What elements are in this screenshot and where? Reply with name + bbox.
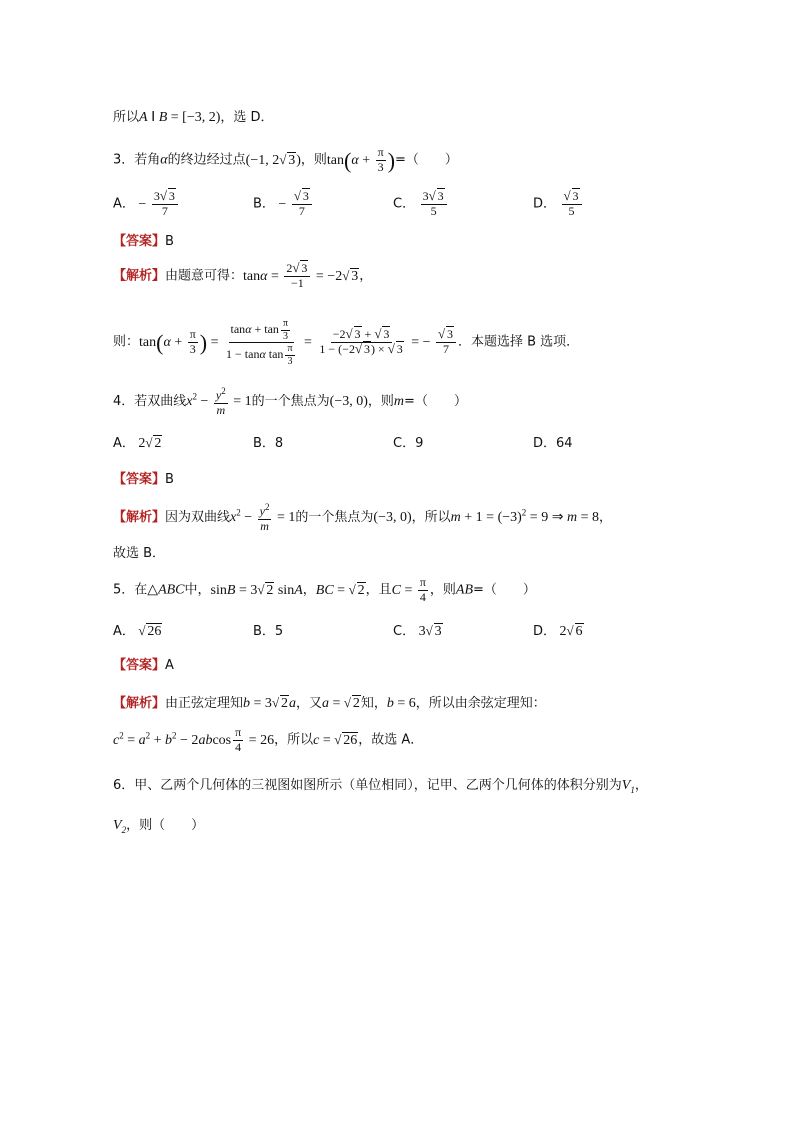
set-expression: A [139,110,148,125]
q6-v2: $V_2$ [113,818,127,835]
analysis-tag: 【解析】 [113,696,166,711]
q5-bc: BC = √ 2 [316,583,366,598]
q5-analysis-mid2: 知， [360,696,387,711]
q5-stem-and: ，且 [365,582,392,598]
q4-stem-mid: 的一个焦点为 [251,394,330,410]
q5-sine-cond: sinB = 3√ 2 sinA [211,583,303,598]
q3-number: 3． [113,152,135,168]
answer-tag: 【答案】 [113,234,166,249]
q3-option-a-value: − $\frac{3√ 3}{7}$ [135,197,180,212]
q6-line2-end: ，则（ ） [126,818,205,833]
q4-analysis-mid: 的一个焦点为 [295,510,374,526]
q5-option-c-value: 3√ 3 [415,624,443,639]
q4-number: 4． [113,394,135,410]
q4-option-b: B．8 [253,436,284,451]
q3-stem [113,146,458,175]
q6-text: 甲、乙两个几何体的三视图如图所示（单位相同），记甲、乙两个几何体的体积分别为 [134,778,622,793]
q5-option-c [393,620,443,640]
q3-expr: tan(α + $\frac{\pi}{3}$ ) [326,145,396,174]
q4-option-a-label: A． [113,436,135,451]
set-expression-b: B [158,110,168,125]
q4-m: m [393,394,405,410]
q5-line2-mid: ，所以 [274,732,314,748]
q3-answer-value: B [165,234,174,249]
q3-option-b [253,190,314,219]
q5-b-value: b = 6 [386,696,416,711]
q6-v1: $V_1$ [621,778,635,795]
intersection-glyph: Ⅰ [147,110,159,125]
q4-stem-pre: 若双曲线 [134,394,187,410]
q3-analysis-pre: 由题意可得： [165,268,244,284]
q3-option-d-label: D． [533,196,557,212]
q3-analysis-line1: 【解析】由题意可得：tanα = $\frac{2√ 3}{-1}$ = −2√ 3， [113,262,372,291]
q4-hyperbola: $x^2$ − $\frac{y^2}{m}$ = 1 [186,386,252,417]
q4-stem [113,386,467,418]
q5-number: 5． [113,582,135,598]
q5-stem-post: ，则 [429,582,456,598]
q5-cosine-law: $c^2 = a^2 + b^2 - 2abcos$ $\frac{\pi}{4}$ = 26 [113,725,275,754]
interval-result: = [−3, 2) [167,110,221,125]
q4-analysis [113,502,612,534]
q4-option-a-value: 2√ 2 [135,436,163,451]
q3-option-d-value: √ $\frac{3}{5}$ [556,197,584,212]
q5-triangle: △ABC [147,582,185,598]
q5-c-value: c = √ 26 [313,733,358,748]
q3-option-c-label: C． [393,196,416,212]
q4-analysis-mid2: ，所以 [411,510,451,526]
q5-option-b: B．5 [253,624,284,639]
q3-point: (−1, 2√ 3) [246,153,301,168]
q5-analysis-line1 [113,692,546,712]
q4-option-a [113,432,162,452]
q3-stem-post: ，则 [300,152,327,168]
q3-option-b-label: B． [253,196,275,212]
q4-analysis-end: ， [598,510,612,526]
q4-focus: (−3, 0) [329,394,368,410]
q5-stem: 5．在△ABC中，sinB = 3√ 2 sinA，BC = √ 2，且C = $\frac{\pi}{4}$ ，则AB=（ ） [113,576,536,605]
q4-option-d: D．64 [533,436,573,451]
q3-stem-mid: 的终边经过点 [167,152,246,168]
q3-answer [113,230,174,249]
q5-answer-value: A [165,658,174,673]
q3-analysis-line2 [113,318,579,367]
q3-then-label: 则： [113,334,140,350]
q3-option-a-label: A． [113,196,135,212]
q5-option-a [113,620,162,640]
q3-option-a [113,190,180,219]
q5-stem-mid: 中， [184,582,211,598]
analysis-tag: 【解析】 [113,268,166,284]
answer-tag: 【答案】 [113,472,166,487]
q5-line2-end: ，故选 A． [358,732,424,748]
q5-ab: AB [455,582,474,598]
q5-option-d-value: 2√ 6 [556,624,584,639]
q3-conclusion: ．本题选择 B 选项． [458,334,580,350]
q4-final: 故选 B． [113,546,166,561]
q5-a-eq: a = √ 2 [322,696,361,711]
q4-analysis-hyperbola: $x^2$ − $\frac{y^2}{m}$ = 1 [230,502,296,533]
q5-b-eq: b = 3√ 2a [243,696,296,711]
q3-option-c [393,190,449,219]
analysis-tag: 【解析】 [113,510,166,526]
q5-stem-end: =（ ） [473,582,536,598]
q4-analysis-pre: 因为双曲线 [165,510,231,526]
q6-stem-line1: 6．甲、乙两个几何体的三视图如图所示（单位相同），记甲、乙两个几何体的体积分别为$V_1$， [113,778,648,795]
q6-stem-line2 [113,814,204,835]
q4-answer [113,468,174,487]
q3-option-d [533,190,584,219]
q4-analysis-focus: (−3, 0) [373,510,412,526]
q3-tan-alpha: tanα = $\frac{2√ 3}{-1}$ = −2√ 3 [243,269,359,284]
q5-option-c-label: C． [393,624,416,639]
q4-option-c: C．9 [393,436,424,451]
prev-conclusion-line [113,106,274,126]
prev-conclusion-suffix: ，选 D． [220,110,274,125]
answer-tag: 【答案】 [113,658,166,673]
q5-option-a-label: A． [113,624,135,639]
q5-analysis-pre: 由正弦定理知 [165,696,244,711]
q3-stem-end: =（ ） [395,152,458,168]
q5-angle-c: C = $\frac{\pi}{4}$ [391,575,426,604]
q3-option-c-value: $\frac{3√ 3}{5}$ [415,197,449,212]
q5-analysis-end: ，所以由余弦定理知： [415,696,546,711]
q5-option-d-label: D． [533,624,557,639]
prev-conclusion-prefix: 所以 [113,110,140,125]
q4-answer-value: B [165,472,174,487]
q5-answer [113,654,174,673]
q3-option-b-value: − √ $\frac{3}{7}$ [275,197,314,212]
q5-stem-pre: 在 [134,582,148,598]
q4-stem-end: =（ ） [404,394,467,410]
q4-stem-post: ，则 [367,394,394,410]
q6-number: 6． [113,778,135,793]
q3-derivation: tan(α + $\frac{\pi}{3}$ ) = tanα + tan $\frac{\pi}{3}$ 1 − tanα tan $\frac{\pi}{3}$ = $\frac{-2√ 3 + √ 3}{1 - (-2√ 3) \times √ 3}$ = − √ $\frac{3}{7}$ [139,335,458,350]
q4-analysis-calc: $m + 1 = (-3)^2 = 9$ ⇒ m = 8 [450,507,599,526]
q3-alpha: α [160,152,168,168]
q5-analysis-mid: ，又 [295,696,322,711]
q5-option-a-value: √ 26 [135,624,163,639]
q5-analysis-line2 [113,726,423,755]
q3-stem-pre: 若角 [134,152,161,168]
q5-option-d [533,620,584,640]
